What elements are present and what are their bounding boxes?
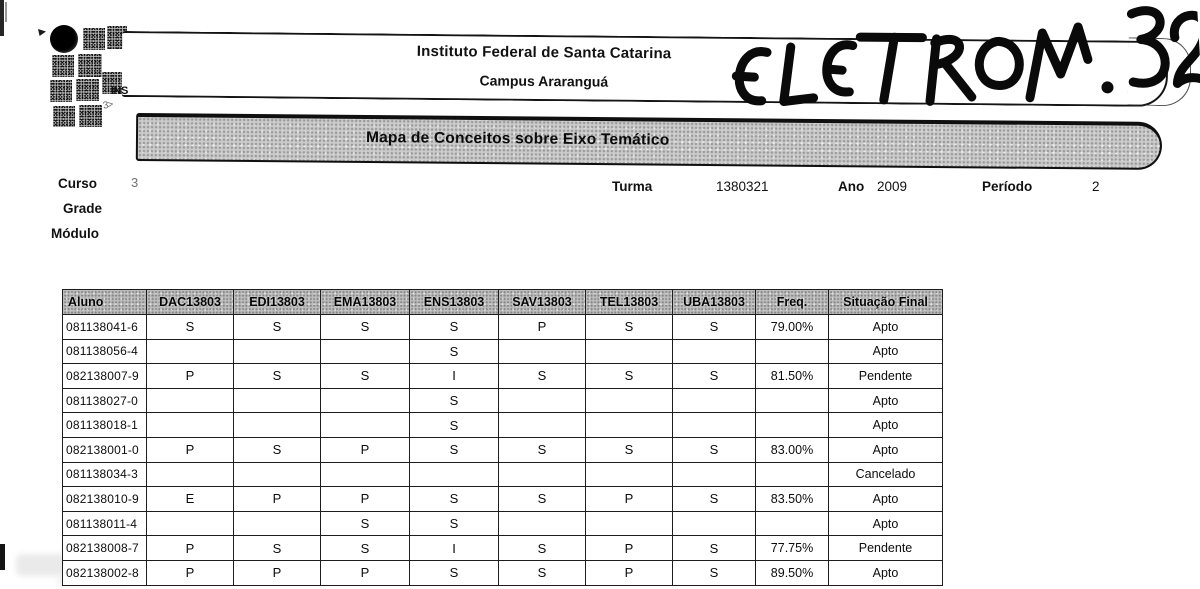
concept-cell: S [234, 437, 321, 462]
column-header: Freq. [756, 290, 829, 315]
column-header: SAV13803 [499, 290, 586, 315]
concept-cell: P [321, 437, 410, 462]
student-id-cell: 082138007-9 [63, 364, 147, 389]
concept-cell [234, 511, 321, 536]
logo-mark [38, 29, 46, 36]
concept-cell: S [673, 364, 756, 389]
institution-logo [38, 22, 130, 128]
column-header: EDI13803 [234, 290, 321, 315]
concept-cell: S [499, 487, 586, 512]
concept-cell: P [586, 536, 673, 561]
table-body [63, 315, 943, 586]
report-title: Mapa de Conceitos sobre Eixo Temático [365, 129, 670, 149]
scan-scribble: 3> [102, 99, 114, 112]
table-header-row [63, 290, 943, 315]
student-id-cell: 082138010-9 [63, 487, 147, 512]
freq-cell [756, 413, 829, 438]
concept-cell: P [147, 437, 234, 462]
concept-cell: P [586, 560, 673, 585]
table-row [63, 511, 943, 536]
curso-value-fragment: 3 [131, 175, 139, 190]
concept-cell: S [499, 437, 586, 462]
concept-cell: S [499, 536, 586, 561]
concept-cell: S [234, 536, 321, 561]
concept-cell: S [410, 487, 499, 512]
grade-label: Grade [63, 201, 103, 216]
concept-cell [234, 413, 321, 438]
concept-cell [147, 462, 234, 487]
concept-cell [147, 339, 234, 364]
concept-cell [673, 511, 756, 536]
concept-cell [673, 413, 756, 438]
situacao-final-cell: Apto [829, 560, 943, 585]
concept-cell [234, 388, 321, 413]
concept-cell [673, 339, 756, 364]
concept-cell [673, 462, 756, 487]
concept-cell: S [673, 536, 756, 561]
freq-cell [756, 511, 829, 536]
situacao-final-cell: Apto [829, 413, 943, 438]
concept-cell: S [321, 511, 410, 536]
table-row [63, 437, 943, 462]
logo-cell [78, 54, 102, 77]
concept-cell [321, 388, 410, 413]
student-id-cell: 081138041-6 [63, 315, 147, 340]
logo-cell [83, 28, 105, 50]
curso-label: Curso [58, 176, 98, 191]
column-header: Situação Final [829, 290, 943, 315]
logo-cell [50, 80, 72, 102]
concept-cell: S [673, 315, 756, 340]
turma-label: Turma [612, 179, 653, 194]
situacao-final-cell: Cancelado [829, 462, 943, 487]
report-title-banner [136, 113, 1162, 170]
concept-cell [499, 388, 586, 413]
situacao-final-cell: Apto [829, 437, 943, 462]
logo-cell [53, 106, 75, 127]
scan-edge-mark [0, 544, 5, 570]
concept-cell: S [673, 437, 756, 462]
concept-cell: I [410, 536, 499, 561]
freq-cell: 89.50% [756, 560, 829, 585]
column-header: EMA13803 [321, 290, 410, 315]
concept-cell: S [586, 437, 673, 462]
concept-cell [147, 511, 234, 536]
concept-cell: S [410, 413, 499, 438]
concept-cell [673, 388, 756, 413]
column-header: ENS13803 [410, 290, 499, 315]
concept-cell: S [410, 315, 499, 340]
concept-map-table [62, 289, 943, 586]
column-header: UBA13803 [673, 290, 756, 315]
student-id-cell: 082138001-0 [63, 437, 147, 462]
student-id-cell: 081138018-1 [63, 413, 147, 438]
concept-cell [410, 462, 499, 487]
concept-cell: S [673, 560, 756, 585]
situacao-final-cell: Apto [829, 487, 943, 512]
concept-cell: S [586, 315, 673, 340]
table-row [63, 388, 943, 413]
freq-cell: 83.00% [756, 437, 829, 462]
concept-cell [234, 339, 321, 364]
situacao-final-cell: Apto [829, 388, 943, 413]
periodo-value: 2 [1092, 179, 1100, 194]
freq-cell: 83.50% [756, 487, 829, 512]
concept-cell: P [234, 487, 321, 512]
concept-cell: P [147, 536, 234, 561]
concept-cell: S [499, 364, 586, 389]
student-id-cell: 081138034-3 [63, 462, 147, 487]
concept-cell: S [234, 315, 321, 340]
situacao-final-cell: Apto [829, 339, 943, 364]
concept-cell: S [410, 560, 499, 585]
handwritten-note-eletrom-32 [703, 0, 1200, 132]
scan-edge-mark [5, 2, 7, 22]
concept-cell [586, 413, 673, 438]
concept-cell [499, 511, 586, 536]
concept-cell: P [147, 560, 234, 585]
concept-cell [321, 413, 410, 438]
concept-cell: S [321, 536, 410, 561]
situacao-final-cell: Pendente [829, 536, 943, 561]
student-id-cell: 081138027-0 [63, 388, 147, 413]
column-header: TEL13803 [586, 290, 673, 315]
student-id-cell: 082138008-7 [63, 536, 147, 561]
concept-map-table-wrapper [62, 289, 943, 586]
concept-cell [321, 339, 410, 364]
concept-cell: S [410, 511, 499, 536]
concept-cell: S [410, 339, 499, 364]
concept-cell [586, 462, 673, 487]
concept-cell [147, 388, 234, 413]
freq-cell [756, 388, 829, 413]
concept-cell [586, 339, 673, 364]
logo-cell [52, 55, 74, 77]
table-row [63, 315, 943, 340]
periodo-label: Período [982, 179, 1033, 194]
freq-cell: 77.75% [756, 536, 829, 561]
modulo-label: Módulo [51, 226, 99, 241]
concept-cell: P [321, 560, 410, 585]
concept-cell [499, 462, 586, 487]
concept-cell [499, 413, 586, 438]
table-row [63, 536, 943, 561]
situacao-final-cell: Apto [829, 511, 943, 536]
freq-cell: 79.00% [756, 315, 829, 340]
concept-cell: S [410, 437, 499, 462]
concept-cell: S [586, 364, 673, 389]
table-row [63, 364, 943, 389]
concept-cell [586, 388, 673, 413]
student-id-cell: 082138002-8 [63, 560, 147, 585]
concept-cell: S [147, 315, 234, 340]
ano-label: Ano [838, 179, 865, 194]
concept-cell: P [321, 487, 410, 512]
logo-cell [76, 79, 99, 101]
concept-cell: S [321, 315, 410, 340]
cut-text-fragment: INS [111, 85, 128, 97]
student-id-cell: 081138056-4 [63, 339, 147, 364]
freq-cell [756, 462, 829, 487]
column-header: DAC13803 [147, 290, 234, 315]
table-row [63, 339, 943, 364]
situacao-final-cell: Pendente [829, 364, 943, 389]
concept-cell: I [410, 364, 499, 389]
concept-cell: S [673, 487, 756, 512]
concept-cell [586, 511, 673, 536]
concept-cell: E [147, 487, 234, 512]
table-row [63, 413, 943, 438]
turma-value: 1380321 [716, 179, 769, 194]
student-id-cell: 081138011-4 [63, 511, 147, 536]
concept-cell: P [147, 364, 234, 389]
situacao-final-cell: Apto [829, 315, 943, 340]
concept-cell [147, 413, 234, 438]
logo-circle [50, 25, 78, 53]
scan-edge-mark [0, 0, 4, 36]
institution-name: Instituto Federal de Santa Catarina [416, 42, 672, 63]
concept-cell: P [586, 487, 673, 512]
concept-cell: S [234, 364, 321, 389]
campus-name: Campus Araranguá [479, 72, 609, 90]
table-row [63, 487, 943, 512]
concept-cell: S [410, 388, 499, 413]
concept-cell [321, 462, 410, 487]
concept-cell: P [234, 560, 321, 585]
freq-cell: 81.50% [756, 364, 829, 389]
ano-value: 2009 [877, 179, 908, 194]
table-row [63, 560, 943, 585]
concept-cell: P [499, 315, 586, 340]
freq-cell [756, 339, 829, 364]
concept-cell: S [321, 364, 410, 389]
column-header: Aluno [63, 290, 147, 315]
concept-cell [234, 462, 321, 487]
concept-cell [499, 339, 586, 364]
logo-cell [79, 105, 102, 127]
table-row [63, 462, 943, 487]
concept-cell: S [499, 560, 586, 585]
